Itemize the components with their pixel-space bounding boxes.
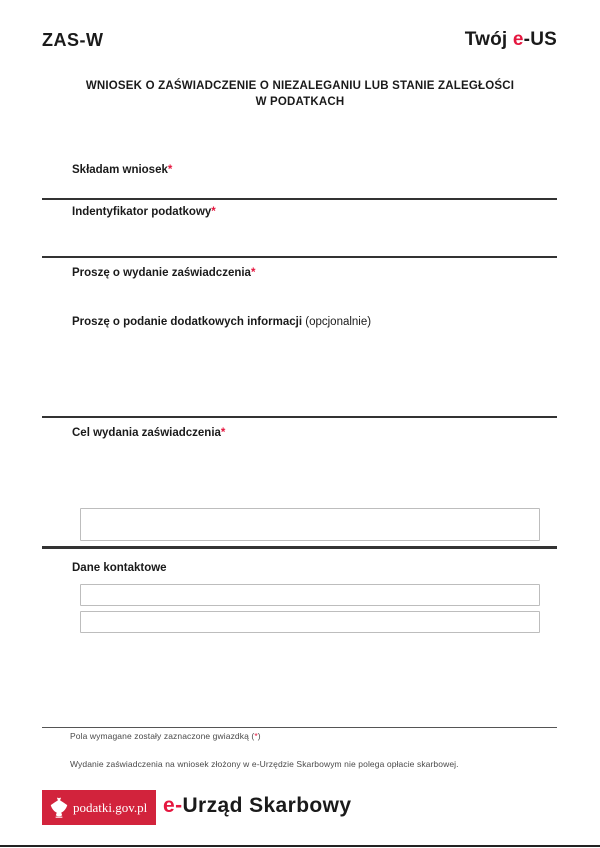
optional-suffix: (opcjonalnie) — [302, 316, 372, 328]
note-text: Pola wymagane zostały zaznaczone gwiazdką ( — [70, 731, 255, 741]
kontakt-input-1[interactable] — [80, 584, 540, 606]
form-code: ZAS-W — [42, 30, 104, 50]
footer-divider — [42, 727, 557, 728]
badge-label: podatki.gov.pl — [73, 799, 148, 815]
field-label-identyfikator-podatkowy — [72, 206, 216, 218]
brand-suffix: -US — [523, 29, 557, 50]
label-text: Proszę o podanie dodatkowych informacji — [72, 316, 303, 328]
section-divider-2 — [42, 256, 557, 258]
required-asterisk: * — [167, 164, 173, 176]
logo-e-prefix: e- — [163, 794, 183, 817]
logo-text: Urząd Skarbowy — [182, 794, 352, 817]
kontakt-input-2[interactable] — [80, 611, 540, 633]
fee-note: Wydanie zaświadczenia na wniosek złożony w e-Urzędzie Skarbowym nie polega opłacie skarbowej. — [70, 759, 459, 769]
twoj-e-us-logo — [465, 29, 557, 51]
field-label-dane-kontaktowe — [72, 562, 167, 574]
form-title-line2: W PODATKACH — [255, 95, 345, 108]
brand-prefix: Twój — [464, 29, 513, 50]
form-title — [0, 79, 600, 110]
field-label-skladam-wniosek — [72, 164, 172, 176]
field-label-cel-wydania — [72, 427, 225, 439]
label-text: Indentyfikator podatkowy — [72, 206, 212, 218]
required-asterisk: * — [220, 427, 226, 439]
section-divider-1 — [42, 198, 557, 200]
label-text: Proszę o wydanie zaświadczenia — [72, 267, 251, 279]
podatki-gov-pl-badge — [42, 790, 156, 825]
label-text: Cel wydania zaświadczenia — [72, 427, 221, 439]
brand-e: e — [512, 29, 524, 50]
section-divider-4 — [42, 546, 557, 549]
field-label-wydanie-zaswiadczenia — [72, 267, 255, 279]
label-text: Składam wniosek — [72, 164, 168, 176]
note-text: ) — [257, 731, 261, 741]
required-asterisk: * — [250, 267, 256, 279]
required-fields-note — [70, 731, 261, 741]
eagle-icon — [50, 797, 68, 819]
required-asterisk: * — [254, 731, 258, 741]
form-title-line1: WNIOSEK O ZAŚWIADCZENIE O NIEZALEGANIU LUB STANIE ZALEGŁOŚCI — [85, 80, 515, 92]
cel-wydania-input[interactable] — [80, 508, 540, 541]
page-bottom-border — [0, 845, 600, 847]
field-label-dodatkowe-informacje — [72, 316, 371, 328]
section-divider-3 — [42, 416, 557, 418]
required-asterisk: * — [211, 206, 216, 218]
label-text: Dane kontaktowe — [72, 562, 167, 574]
e-urzad-skarbowy-logo — [163, 794, 351, 818]
